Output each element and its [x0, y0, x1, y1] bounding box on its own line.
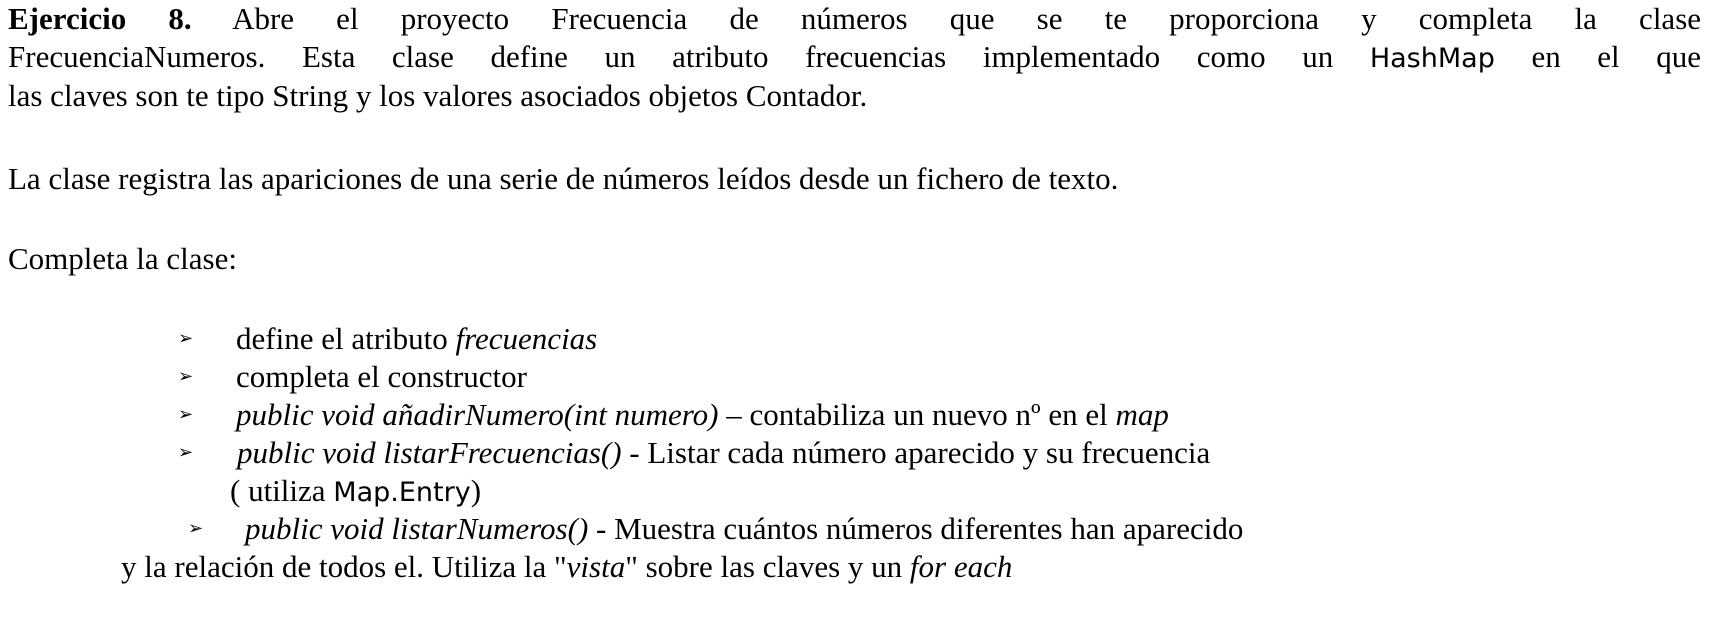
- item-text: y la relación de todos el. Utiliza la ": [121, 549, 567, 584]
- item-text: ( utiliza: [230, 473, 334, 508]
- arrow-bullet-icon: ➢: [178, 328, 194, 349]
- item-text: – contabiliza un nuevo nº en el: [718, 397, 1116, 432]
- arrow-bullet-icon: ➢: [188, 518, 204, 539]
- item-text: completa el constructor: [236, 359, 527, 394]
- item-em-2: for each: [909, 549, 1013, 584]
- item-text: ): [470, 473, 482, 508]
- item-text: - Listar cada número aparecido y su frecuencia: [621, 435, 1211, 470]
- item-em: public void listarFrecuencias(): [237, 435, 622, 470]
- intro-line-2a: FrecuenciaNumeros. Esta clase define un atributo frecuencias implementado como un: [8, 39, 1334, 74]
- item-text: - Muestra cuántos números diferentes han aparecido: [588, 511, 1244, 546]
- arrow-bullet-icon: ➢: [178, 366, 194, 387]
- item-em-2: map: [1115, 397, 1169, 432]
- intro-line-2b: en el que: [1531, 39, 1702, 74]
- item-em: public void añadirNumero(int numero): [236, 397, 719, 432]
- intro-line-1a: Abre el proyecto: [232, 1, 510, 36]
- item-em: frecuencias: [455, 321, 598, 356]
- intro-line-1b: Frecuencia de números que se te proporciona y completa la clase: [551, 1, 1702, 36]
- arrow-bullet-icon: ➢: [178, 442, 194, 463]
- paragraph-3: Completa la clase:: [8, 241, 237, 276]
- item-text: define el atributo: [236, 321, 456, 356]
- hashmap-code: HashMap: [1369, 43, 1495, 74]
- paragraph-2: La clase registra las apariciones de una serie de números leídos desde un fichero de texto.: [8, 161, 1119, 196]
- intro-line-1: [8, 0, 1701, 38]
- item-text: " sobre las claves y un: [625, 549, 910, 584]
- exercise-heading: Ejercicio 8.: [8, 1, 192, 36]
- arrow-bullet-icon: ➢: [178, 404, 194, 425]
- item-em: public void listarNumeros(): [245, 511, 589, 546]
- item-em: vista: [566, 549, 626, 584]
- intro-line-3: las claves son te tipo String y los valores asociados objetos Contador.: [8, 78, 868, 113]
- intro-line-2: [8, 38, 1701, 78]
- map-entry-code: Map.Entry: [333, 477, 471, 508]
